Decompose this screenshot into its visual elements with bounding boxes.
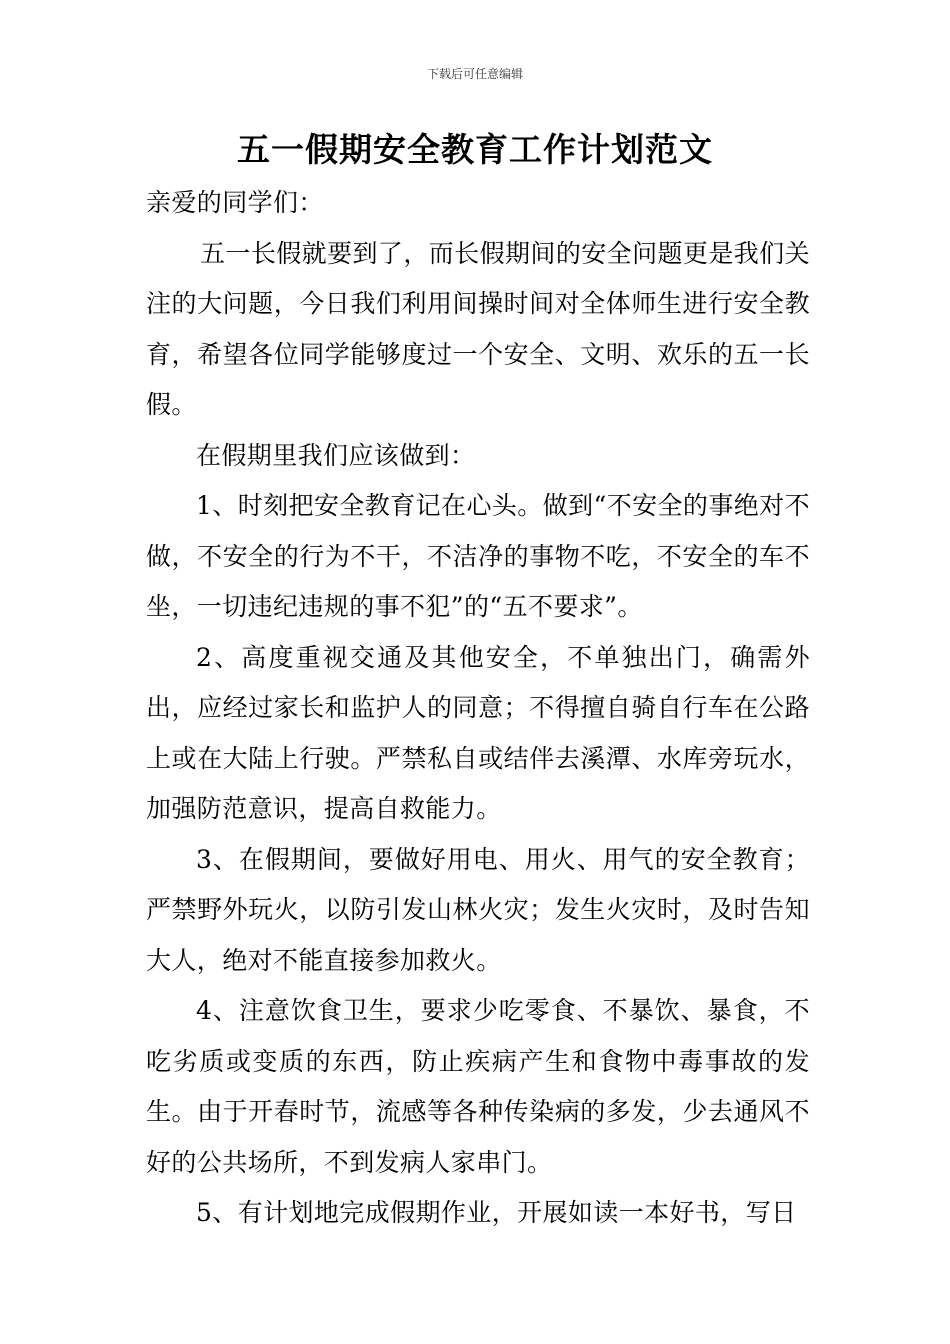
list-item: 2、高度重视交通及其他安全，不单独出门，确需外出，应经过家长和监护人的同意；不得擅自骑自行车在公路上或在大陆上行驶。严禁私自或结伴去溪潭、水库旁玩水，加强防范意识，提高自救能力。 bbox=[146, 642, 810, 823]
greeting: 亲爱的同学们： bbox=[146, 188, 324, 217]
list-item: 4、注意饮食卫生，要求少吃零食、不暴饮、暴食，不吃劣质或变质的东西，防止疾病产生和食物中毒事故的发生。由于开春时节，流感等各种传染病的多发，少去通风不好的公共场所，不到发病人家串门。 bbox=[146, 996, 810, 1177]
document-title: 五一假期安全教育工作计划范文 bbox=[237, 130, 713, 169]
list-item: 3、在假期间，要做好用电、用火、用气的安全教育；严禁野外玩火，以防引发山林火灾；发生火灾时，及时告知大人，绝对不能直接参加救火。 bbox=[146, 844, 810, 975]
lead-paragraph: 在假期里我们应该做到： bbox=[196, 440, 476, 470]
intro-paragraph: 五一长假就要到了，而长假期间的安全问题更是我们关注的大问题，今日我们利用间操时间对全体师生进行安全教育，希望各位同学能够度过一个安全、文明、欢乐的五一长假。 bbox=[146, 238, 810, 419]
list-item: 1、时刻把安全教育记在心头。做到“不安全的事绝对不做，不安全的行为不干，不洁净的事物不吃，不安全的车不坐，一切违纪违规的事不犯”的“五不要求”。 bbox=[146, 491, 810, 621]
document-body bbox=[146, 178, 810, 1239]
list-item: 5、有计划地完成假期作业，开展如读一本好书，写日 bbox=[196, 1198, 797, 1227]
header-note: 下载后可任意编辑 bbox=[426, 67, 523, 81]
